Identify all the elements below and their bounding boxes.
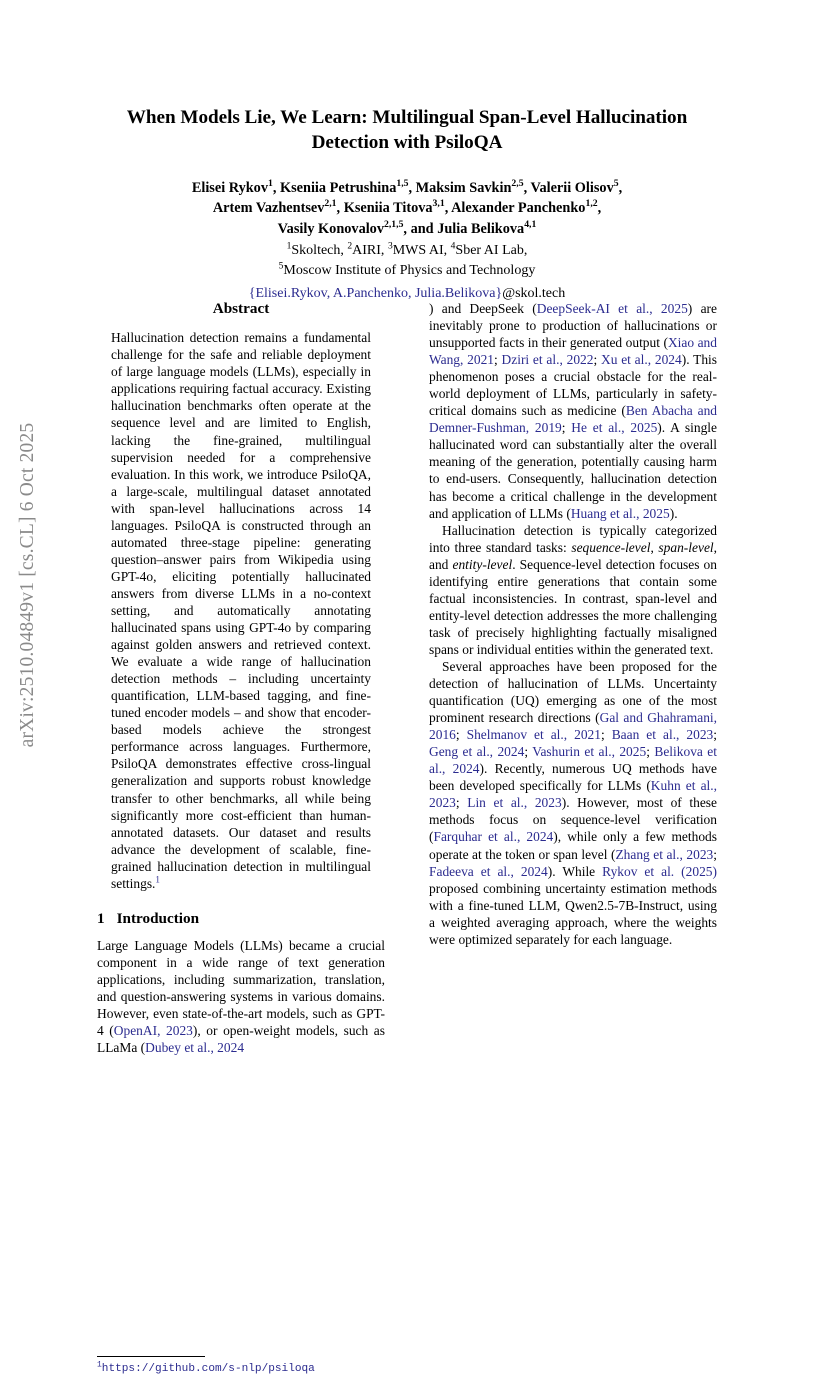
introduction-section <box>97 892 385 1057</box>
affil-name: Skoltech, <box>291 242 348 258</box>
citation-separator: ; <box>494 352 502 368</box>
emphasis-span-level: span-level <box>658 539 714 555</box>
citation-link[interactable]: Vashurin et al., 2025 <box>532 744 647 760</box>
citation-link[interactable]: He et al., 2025 <box>571 420 658 436</box>
abstract-heading: Abstract <box>212 300 270 317</box>
arxiv-stamp <box>0 0 56 1170</box>
para-text: Hallucination detection is typically categorized into three standard tasks: <box>429 522 717 555</box>
paper-content <box>97 0 718 1375</box>
section-number: 1 <box>97 909 105 927</box>
citation-link[interactable]: Zhang et al., 2023 <box>615 846 714 862</box>
para-text: ), or open-weight models, such as LLaMa ( <box>97 1023 385 1056</box>
affil-marker: 5 <box>278 261 284 272</box>
section-title: Introduction <box>116 909 200 927</box>
para-text: ), while only a few methods operate at the token or span level ( <box>429 829 717 862</box>
footnote-marker: 1 <box>97 1360 102 1370</box>
abstract-section <box>97 300 385 892</box>
right-column <box>429 300 717 1090</box>
affil-marker: 4 <box>450 241 456 252</box>
affil-name: MWS AI, <box>392 242 451 258</box>
citation-link[interactable]: Kuhn et al., 2023 <box>429 778 717 811</box>
para-text: ). <box>669 505 678 521</box>
author-name: Artem Vazhentsev <box>212 200 325 217</box>
affiliation-line-2 <box>97 261 717 281</box>
citation-link[interactable]: Geng et al., 2024 <box>429 744 525 760</box>
author-line-2 <box>97 198 717 218</box>
author-affil-marker: 2,1,5 <box>383 218 404 230</box>
affil-marker: 3 <box>387 241 393 252</box>
citation-separator: ; <box>455 727 467 743</box>
para-text: . Sequence-level detection focuses on identifying entire generations that contain some factual inconsistencies. In contrast, span-level and entity-level detection addresses the more challenging task of precisely highlighting factually misaligned spans or individual entities within the generated text. <box>429 556 717 657</box>
affil-marker: 1 <box>286 241 292 252</box>
citation-separator: ; <box>455 795 468 811</box>
author-name: , Kseniia Titova <box>336 200 433 217</box>
citation-link[interactable]: Belikova et al., 2024 <box>429 744 717 777</box>
author-separator: , <box>618 179 623 196</box>
citation-link[interactable]: Baan et al., 2023 <box>611 727 714 743</box>
affiliation-list <box>97 239 717 281</box>
para-text: ). This phenomenon poses a crucial obstacle for the real-world deployment of LLMs, particularly in safety-critical domains such as medicine ( <box>429 352 718 419</box>
author-name: , Valerii Olisov <box>523 179 614 196</box>
citation-separator: ; <box>713 727 717 743</box>
introduction-paragraph-2 <box>429 522 717 658</box>
author-name: , Maksim Savkin <box>408 179 512 196</box>
citation-link[interactable]: Farquhar et al., 2024 <box>433 829 554 845</box>
introduction-heading <box>97 910 385 928</box>
author-name: Elisei Rykov <box>191 179 268 196</box>
author-affil-marker: 2,1 <box>324 198 337 210</box>
author-affil-marker: 2,5 <box>511 178 524 190</box>
citation-separator: ; <box>593 352 601 368</box>
citation-separator: ; <box>646 744 655 760</box>
citation-link[interactable]: Shelmanov et al., 2021 <box>466 727 601 743</box>
citation-link[interactable]: OpenAI, 2023 <box>113 1023 193 1039</box>
para-text: Large Language Models (LLMs) became a crucial component in a wide range of text generation applications, including summarization, translation, and question-answering systems in various domains. However, even state-of-the-art models, such as GPT-4 ( <box>97 938 385 1039</box>
email-link[interactable]: {Elisei.Rykov, A.Panchenko, Julia.Belikova} <box>248 286 503 302</box>
author-name: , and Julia Belikova <box>403 220 525 237</box>
abstract-footnote-marker[interactable]: 1 <box>155 874 160 885</box>
introduction-paragraph-1-cont <box>429 300 717 522</box>
citation-link[interactable]: Lin et al., 2023 <box>467 795 562 811</box>
author-line-3 <box>97 219 717 239</box>
author-affil-marker: 3,1 <box>432 198 445 210</box>
footnote-rule <box>97 1356 205 1357</box>
citation-link[interactable]: Dubey et al., 2024 <box>145 1040 245 1056</box>
introduction-paragraph-3 <box>429 658 717 948</box>
para-text: , <box>650 539 659 555</box>
para-text: proposed combining uncertainty estimation methods with a fine-tuned LLM, Qwen2.5-7B-Instruct, using a weighted averaging approach, where the weights were optimized separately for each language. <box>429 880 717 947</box>
para-text: ). Recently, numerous UQ methods have been developed specifically for LLMs ( <box>429 761 717 794</box>
page-title: When Models Lie, We Learn: Multilingual Span-Level Hallucination Detection with PsiloQA <box>126 107 688 153</box>
citation-separator: ; <box>524 744 533 760</box>
left-column <box>97 300 385 1090</box>
author-name: , Kseniia Petrushina <box>272 179 397 196</box>
citation-separator: ; <box>561 420 572 436</box>
citation-link[interactable]: Ben Abacha and Demner-Fushman, 2019 <box>429 403 718 436</box>
citation-link[interactable]: DeepSeek-AI et al., 2025 <box>536 301 688 316</box>
introduction-paragraph-1 <box>97 928 385 1056</box>
affiliation-line-1 <box>97 241 717 261</box>
para-text: , and <box>429 539 718 572</box>
affil-name: Moscow Institute of Physics and Technology <box>283 262 536 278</box>
citation-link[interactable]: Huang et al., 2025 <box>570 505 670 521</box>
citation-link[interactable]: Rykov et al. (2025) <box>602 863 717 879</box>
abstract-text <box>111 318 371 892</box>
affil-name: Sber AI Lab, <box>455 242 528 258</box>
affil-marker: 2 <box>347 241 353 252</box>
abstract-paragraph: Hallucination detection remains a fundamental challenge for the safe and reliable deployment of large language models (LLMs), especially in applications requiring factual accuracy. Existing hallucination benchmarks often operate at the sequence level and are limited to English, lacking the fine-grained, multilingual supervision needed for a comprehensive evaluation. In this work, we introduce PsiloQA, a large-scale, multilingual dataset annotated with span-level hallucinations across 14 languages. PsiloQA is constructed through an automated three-stage pipeline: generating question–answer pairs from Wikipedia using GPT-4o, eliciting potentially hallucinated answers from diverse LLMs in a no-context setting, and automatically annotating hallucinated spans using GPT-4o by comparing against golden answers and retrieved context. We evaluate a wide range of hallucination detection methods – including uncertainty quantification, LLM-based tagging, and fine-tuned encoder models – and show that encoder-based models achieve the strongest performance across languages. Furthermore, PsiloQA demonstrates effective cross-lingual generalization and supports robust knowledge transfer to other benchmarks, all while being significantly more cost-efficient than human-annotated datasets. Our dataset and results advance the development of scalable, fine-grained hallucination detection in multilingual settings. <box>111 330 371 891</box>
citation-link[interactable]: Xiao and Wang, 2021 <box>429 335 717 368</box>
citation-link[interactable]: Xu et al., 2024 <box>601 352 682 368</box>
para-text: ). However, most of these methods focus on sequence-level verification ( <box>429 795 718 845</box>
author-separator: , <box>597 200 602 217</box>
author-affil-marker: 1,2 <box>585 198 598 210</box>
para-text: ) and DeepSeek ( <box>429 301 537 316</box>
two-column-body <box>97 300 718 1375</box>
author-affil-marker: 1,5 <box>396 178 409 190</box>
citation-link[interactable]: Gal and Ghahramani, 2016 <box>429 710 718 743</box>
author-name: Vasily Konovalov <box>277 220 384 237</box>
citation-separator: ; <box>601 727 612 743</box>
citation-link[interactable]: Fadeeva et al., 2024 <box>429 863 548 879</box>
arxiv-stamp-text: arXiv:2510.04849v1 [cs.CL] 6 Oct 2025 <box>17 422 38 748</box>
para-text: ). A single hallucinated word can substantially alter the overall meaning of the generation, potentially causing harm to end-users. Consequently, hallucination detection has become a critical challenge in the development and application of LLMs ( <box>429 420 718 521</box>
author-list <box>97 156 717 239</box>
para-text: ) are inevitably prone to production of hallucinations or unsupported facts in their generated output ( <box>429 301 717 351</box>
footnote-url[interactable]: https://github.com/s-nlp/psiloqa <box>101 1363 315 1375</box>
affil-name: AIRI, <box>352 242 388 258</box>
author-name: , Alexander Panchenko <box>444 200 586 217</box>
emphasis-entity-level: entity-level <box>452 556 513 572</box>
author-line-1 <box>97 178 717 198</box>
emphasis-sequence-level: sequence-level <box>571 539 651 555</box>
citation-link[interactable]: Dziri et al., 2022 <box>501 352 594 368</box>
footnote-entry <box>97 1360 385 1376</box>
author-affil-marker: 1 <box>267 178 273 190</box>
para-text: Several approaches have been proposed for the detection of hallucination of LLMs. Uncertainty quantification (UQ) emerging as one of the most prominent research directions ( <box>429 658 717 726</box>
email-domain: @skol.tech <box>502 286 566 302</box>
footnote-block <box>97 1356 385 1376</box>
para-text: ). While <box>547 863 603 879</box>
author-affil-marker: 5 <box>613 178 619 190</box>
author-affil-marker: 4,1 <box>524 218 537 230</box>
citation-separator: ; <box>713 846 717 862</box>
